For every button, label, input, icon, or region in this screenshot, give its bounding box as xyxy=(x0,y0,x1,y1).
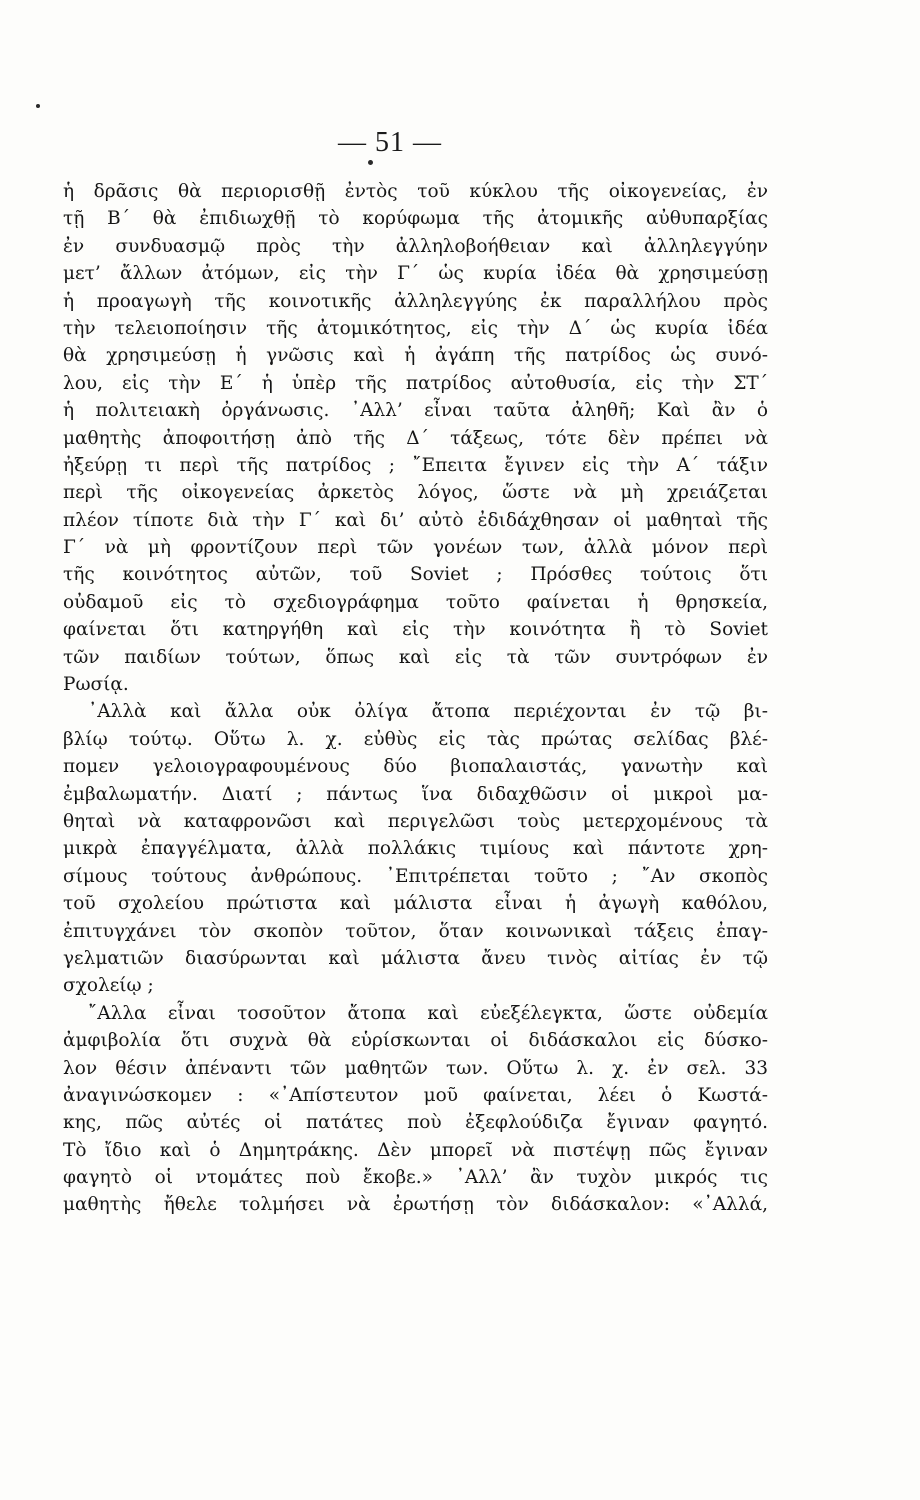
text-line: φαγητὸ οἱ ντομάτες ποὺ ἔκοβε.» ᾿Αλλ’ ἂν τυχὸν μικρός τις xyxy=(63,1167,768,1189)
text-line: πομεν γελοιογραφουμένους δύο βιοπαλαιστάς, γανωτὴν καὶ xyxy=(63,756,768,778)
print-speck xyxy=(368,160,373,165)
text-line: ᾿Αλλὰ καὶ ἄλλα οὐκ ὀλίγα ἄτοπα περιέχονται ἐν τῷ βι- xyxy=(88,701,768,723)
text-line: τὴν τελειοποίησιν τῆς ἀτομικότητος, εἰς τὴν Δ΄ ὡς κυρία ἰδέα xyxy=(63,317,768,339)
text-line: κης, πῶς αὐτές οἱ πατάτες ποὺ ἐξεφλούδιζα ἔγιναν φαγητό. xyxy=(63,1112,768,1134)
text-line: μικρὰ ἐπαγγέλματα, ἀλλὰ πολλάκις τιμίους καὶ πάντοτε χρη- xyxy=(63,838,768,860)
text-line: Γ΄ νὰ μὴ φροντίζουν περὶ τῶν γονέων των, ἀλλὰ μόνον περὶ xyxy=(63,537,768,559)
text-line: μαθητὴς ἤθελε τολμήσει νὰ ἐρωτήσῃ τὸν διδάσκαλον: «᾿Αλλά, xyxy=(63,1194,768,1216)
text-line: πλέον τίποτε διὰ τὴν Γ΄ καὶ δι’ αὐτὸ ἐδιδάχθησαν οἱ μαθηταὶ τῆς xyxy=(63,509,768,531)
text-line: ἠξεύρῃ τι περὶ τῆς πατρίδος ; ῎Επειτα ἔγινεν εἰς τὴν Α΄ τάξιν xyxy=(63,454,768,476)
text-line: τῆς κοινότητος αὐτῶν, τοῦ Soviet ; Πρόσθες τούτοις ὅτι xyxy=(63,564,768,586)
text-line: ἐν συνδυασμῷ πρὸς τὴν ἀλληλοβοήθειαν καὶ ἀλληλεγγύην xyxy=(63,235,768,257)
paragraph xyxy=(63,698,768,999)
text-line: ἀναγινώσκομεν : «᾿Απίστευτον μοῦ φαίνεται, λέει ὁ Κωστά- xyxy=(63,1084,768,1106)
text-line: Τὸ ἴδιο καὶ ὁ Δημητράκης. Δὲν μπορεῖ νὰ πιστέψῃ πῶς ἔγιναν xyxy=(63,1139,768,1161)
text-line: λου, εἰς τὴν Ε΄ ἡ ὑπὲρ τῆς πατρίδος αὐτοθυσία, εἰς τὴν ΣΤ΄ xyxy=(63,372,768,394)
text-line: Ρωσίᾳ. xyxy=(63,674,129,696)
text-line: λον θέσιν ἀπέναντι τῶν μαθητῶν των. Οὕτω λ. χ. ἐν σελ. 33 xyxy=(63,1057,768,1079)
text-line: σίμους τούτους ἀνθρώπους. ᾿Επιτρέπεται τοῦτο ; ῎Αν σκοπὸς xyxy=(63,865,768,887)
text-line: τῇ Β΄ θὰ ἐπιδιωχθῇ τὸ κορύφωμα τῆς ἀτομικῆς αὐθυπαρξίας xyxy=(63,208,768,230)
text-line: μαθητὴς ἀποφοιτήσῃ ἀπὸ τῆς Δ΄ τάξεως, τότε δὲν πρέπει νὰ xyxy=(63,427,768,449)
text-line: ἡ δρᾶσις θὰ περιορισθῇ ἐντὸς τοῦ κύκλου τῆς οἰκογενείας, ἐν xyxy=(63,181,768,202)
text-line: βλίῳ τούτῳ. Οὕτω λ. χ. εὐθὺς εἰς τὰς πρώτας σελίδας βλέ- xyxy=(63,728,768,750)
text-line: ἐπιτυγχάνει τὸν σκοπὸν τοῦτον, ὅταν κοινωνικαὶ τάξεις ἐπαγ- xyxy=(63,920,768,942)
text-line: τῶν παιδίων τούτων, ὅπως καὶ εἰς τὰ τῶν συντρόφων ἐν xyxy=(63,646,768,668)
text-line: σχολείῳ ; xyxy=(63,975,154,997)
paragraph xyxy=(63,178,768,698)
body-text xyxy=(63,178,768,1219)
text-line: ἡ προαγωγὴ τῆς κοινοτικῆς ἀλληλεγγύης ἐκ παραλλήλου πρὸς xyxy=(63,290,768,312)
text-line: ἡ πολιτειακὴ ὀργάνωσις. ᾿Αλλ’ εἶναι ταῦτα ἀληθῆ; Καὶ ἂν ὁ xyxy=(63,400,768,422)
page-number: — 51 — xyxy=(338,127,442,158)
text-line: οὐδαμοῦ εἰς τὸ σχεδιογράφημα τοῦτο φαίνεται ἡ θρησκεία, xyxy=(63,591,768,613)
text-line: ἐμβαλωματήν. Διατί ; πάντως ἵνα διδαχθῶσιν οἱ μικροὶ μα- xyxy=(63,783,768,805)
text-line: θὰ χρησιμεύσῃ ἡ γνῶσις καὶ ἡ ἀγάπη τῆς πατρίδος ὡς συνό- xyxy=(63,345,768,367)
paragraph xyxy=(63,1000,768,1219)
print-speck xyxy=(36,104,40,108)
text-line: γελματιῶν διασύρωνται καὶ μάλιστα ἄνευ τινὸς αἰτίας ἐν τῷ xyxy=(63,947,768,969)
text-line: ἀμφιβολία ὅτι συχνὰ θὰ εὑρίσκωνται οἱ διδάσκαλοι εἰς δύσκο- xyxy=(63,1030,768,1052)
text-line: τοῦ σχολείου πρώτιστα καὶ μάλιστα εἶναι ἡ ἀγωγὴ καθόλου, xyxy=(63,893,768,915)
text-line: περὶ τῆς οἰκογενείας ἀρκετὸς λόγος, ὥστε νὰ μὴ χρειάζεται xyxy=(63,482,768,504)
text-line: ῎Αλλα εἶναι τοσοῦτον ἄτοπα καὶ εὐεξέλεγκτα, ὥστε οὐδεμία xyxy=(88,1002,768,1024)
text-line: φαίνεται ὅτι κατηργήθη καὶ εἰς τὴν κοινότητα ἢ τὸ Soviet xyxy=(63,619,768,641)
text-line: μετ’ ἄλλων ἀτόμων, εἰς τὴν Γ΄ ὡς κυρία ἰδέα θὰ χρησιμεύσῃ xyxy=(63,263,768,285)
text-line: θηταὶ νὰ καταφρονῶσι καὶ περιγελῶσι τοὺς μετερχομένους τὰ xyxy=(63,810,768,832)
